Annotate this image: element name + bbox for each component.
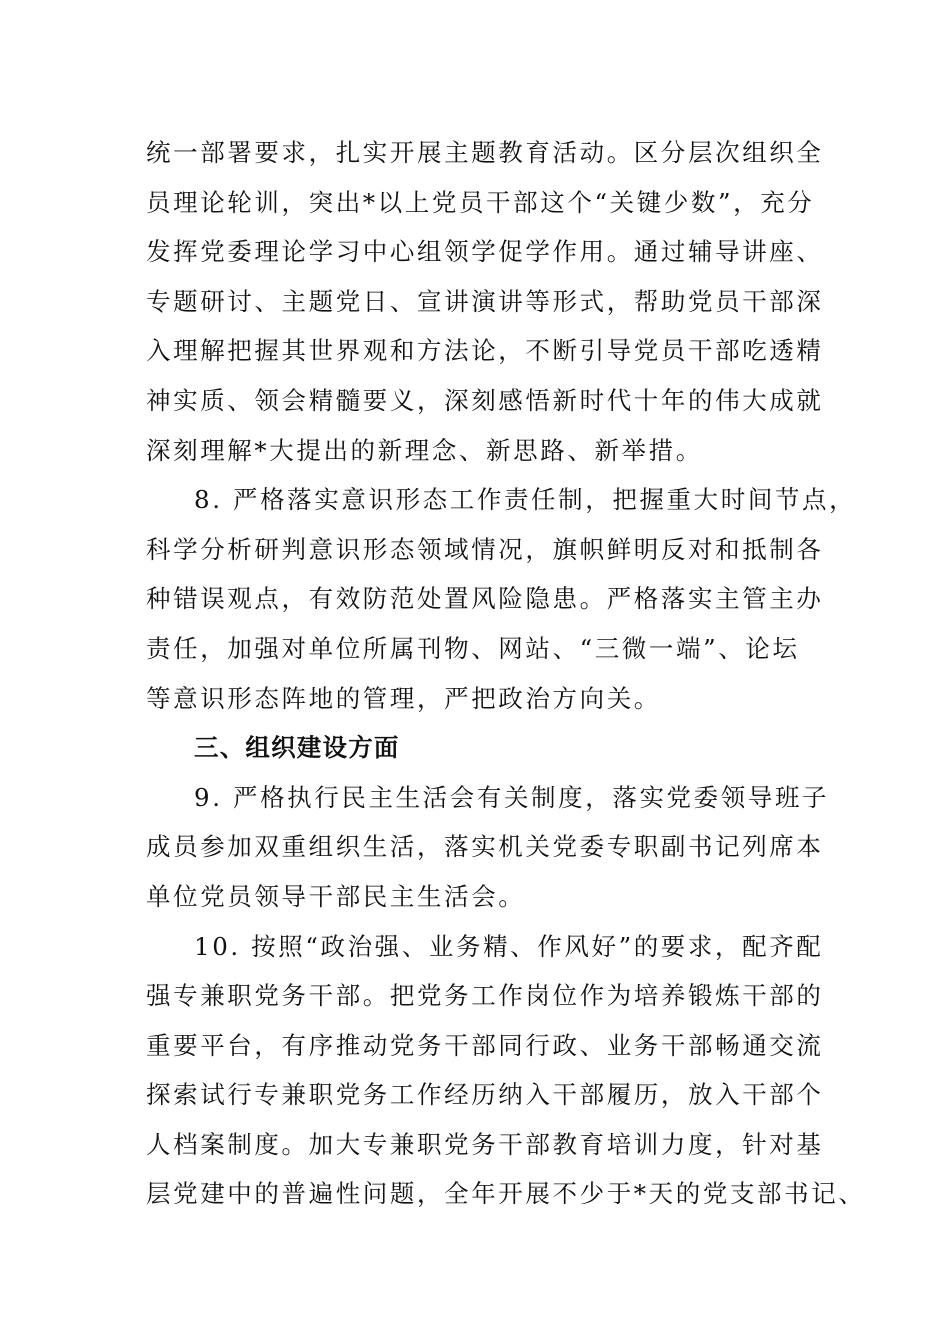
paragraph-line: 强专兼职党务干部。把党务工作岗位作为培养锻炼干部的 bbox=[146, 981, 824, 1011]
paragraph-line: 8. 严格落实意识形态工作责任制，把握重大时间节点， bbox=[194, 485, 857, 515]
paragraph-line: 人档案制度。加大专兼职党务干部教育培训力度，针对基 bbox=[146, 1129, 824, 1159]
document-body bbox=[146, 128, 866, 1219]
section-heading: 三、组织建设方面 bbox=[194, 733, 400, 763]
paragraph-line: 深刻理解*大提出的新理念、新思路、新举措。 bbox=[146, 435, 703, 465]
paragraph-line: 责任，加强对单位所属刊物、网站、“三微一端”、论坛 bbox=[146, 633, 800, 663]
paragraph-line: 单位党员领导干部民主生活会。 bbox=[146, 881, 526, 911]
paragraph-line: 专题研讨、主题党日、宣讲演讲等形式，帮助党员干部深 bbox=[146, 286, 824, 316]
paragraph-line: 等意识形态阵地的管理，严把政治方向关。 bbox=[146, 683, 661, 713]
paragraph-line: 统一部署要求，扎实开展主题教育活动。区分层次组织全 bbox=[146, 138, 824, 167]
paragraph-line: 10. 按照“政治强、业务精、作风好”的要求，配齐配 bbox=[194, 931, 824, 961]
paragraph-line: 重要平台，有序推动党务干部同行政、业务干部畅通交流 bbox=[146, 1030, 824, 1060]
paragraph-line: 探索试行专兼职党务工作经历纳入干部履历，放入干部个 bbox=[146, 1080, 824, 1110]
paragraph-line: 种错误观点，有效防范处置风险隐患。严格落实主管主办 bbox=[146, 584, 824, 614]
paragraph-line: 成员参加双重组织生活，落实机关党委专职副书记列席本 bbox=[146, 832, 824, 862]
paragraph-line: 神实质、领会精髓要义，深刻感悟新时代十年的伟大成就 bbox=[146, 385, 824, 415]
paragraph-line: 员理论轮训，突出*以上党员干部这个“关键少数”，充分 bbox=[146, 187, 815, 217]
paragraph-line: 9. 严格执行民主生活会有关制度，落实党委领导班子 bbox=[194, 782, 830, 812]
paragraph-line: 科学分析研判意识形态领域情况，旗帜鲜明反对和抵制各 bbox=[146, 534, 824, 564]
paragraph-line: 层党建中的普遍性问题，全年开展不少于*天的党支部书记、 bbox=[146, 1179, 866, 1209]
paragraph-line: 发挥党委理论学习中心组领学促学作用。通过辅导讲座、 bbox=[146, 237, 824, 267]
paragraph-line: 入理解把握其世界观和方法论，不断引导党员干部吃透精 bbox=[146, 336, 824, 366]
